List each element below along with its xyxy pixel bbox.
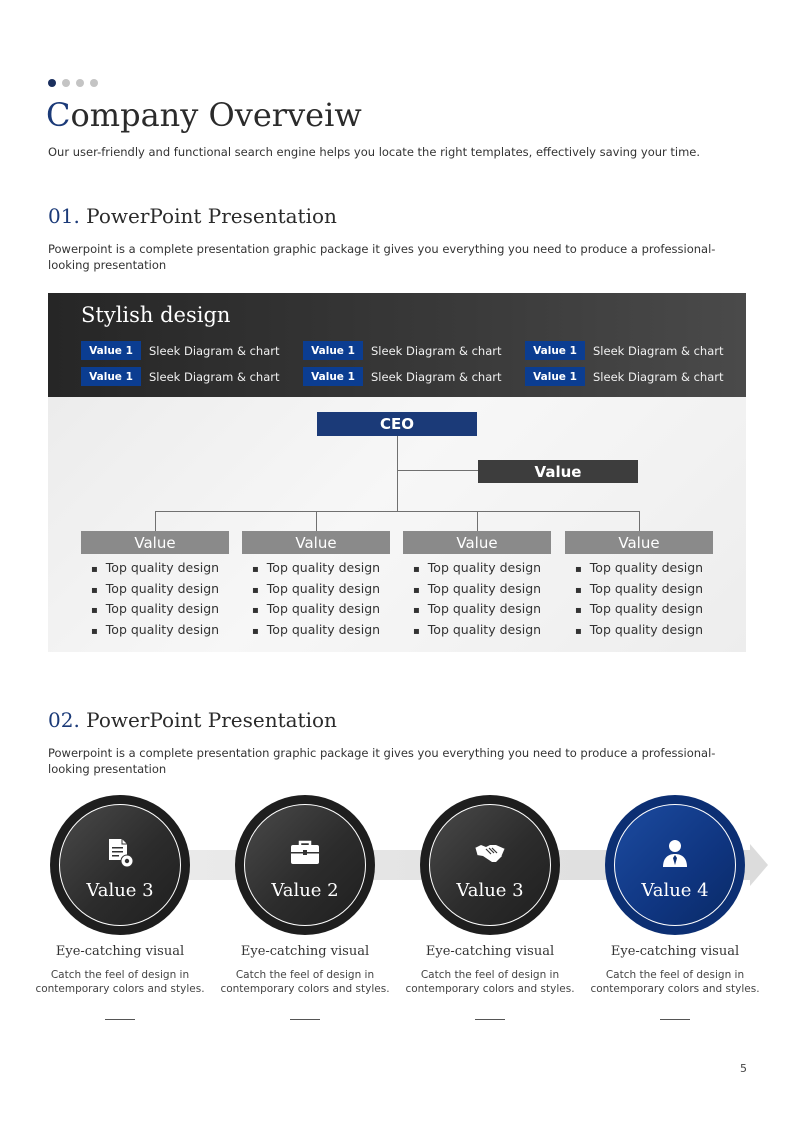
connector-line	[397, 436, 398, 512]
dot	[90, 79, 98, 87]
value-text: Sleek Diagram & chart	[371, 343, 502, 358]
value-circle-inner	[429, 804, 551, 926]
list-item: ▪ Top quality design	[91, 579, 219, 600]
connector-line	[477, 511, 478, 531]
list-item: ▪ Top quality design	[252, 620, 380, 641]
value-item	[525, 341, 724, 360]
connector-line	[397, 470, 478, 471]
value-circle-inner	[614, 804, 736, 926]
value-badge: Value 1	[303, 341, 363, 360]
section-2-title	[48, 708, 337, 732]
value-text: Sleek Diagram & chart	[593, 343, 724, 358]
list-item: ▪ Top quality design	[575, 558, 703, 579]
section-2-description: Powerpoint is a complete presentation graphic package it gives you everything you need to produce a professional-looking presentation	[48, 746, 716, 776]
side-value-box: Value	[478, 460, 638, 483]
circle-caption-text: Catch the feel of design in contemporary colors and styles.	[35, 969, 205, 995]
page-subtitle: Our user-friendly and functional search engine helps you locate the right templates, effectively saving your time.	[48, 145, 701, 159]
section-1-title-text: PowerPoint Presentation	[86, 204, 337, 228]
value-badge: Value 1	[81, 341, 141, 360]
value-badge: Value 1	[303, 367, 363, 386]
circle-caption-title: Eye-catching visual	[610, 944, 740, 959]
band-title: Stylish design	[81, 303, 231, 327]
connector-line	[316, 511, 317, 531]
value-item	[81, 341, 280, 360]
circle-label: Value 3	[86, 879, 154, 901]
org-value-box: Value	[403, 531, 551, 554]
person-icon	[658, 836, 692, 870]
circle-caption-text: Catch the feel of design in contemporary colors and styles.	[220, 969, 390, 995]
caption-underline	[290, 1019, 320, 1020]
value-text: Sleek Diagram & chart	[149, 369, 280, 384]
section-2-title-text: PowerPoint Presentation	[86, 708, 337, 732]
list-item: ▪ Top quality design	[413, 579, 541, 600]
section-1-description: Powerpoint is a complete presentation graphic package it gives you everything you need to produce a professional-looking presentation	[48, 242, 716, 272]
org-item-list	[413, 558, 541, 640]
caption-underline	[475, 1019, 505, 1020]
circle-label: Value 2	[271, 879, 339, 901]
dot	[76, 79, 84, 87]
value-item	[303, 341, 502, 360]
org-item-list	[252, 558, 380, 640]
value-text: Sleek Diagram & chart	[593, 369, 724, 384]
value-circle-highlighted	[605, 795, 745, 935]
org-item-list	[91, 558, 219, 640]
circle-caption-title: Eye-catching visual	[240, 944, 370, 959]
value-item	[303, 367, 502, 386]
value-circle-inner	[59, 804, 181, 926]
caption-underline	[105, 1019, 135, 1020]
value-badge: Value 1	[525, 367, 585, 386]
dot	[62, 79, 70, 87]
circle-caption-text: Catch the feel of design in contemporary colors and styles.	[405, 969, 575, 995]
ceo-box: CEO	[317, 412, 477, 436]
value-circle	[235, 795, 375, 935]
dot-active	[48, 79, 56, 87]
value-circle	[50, 795, 190, 935]
page-number: 5	[740, 1062, 747, 1075]
list-item: ▪ Top quality design	[413, 599, 541, 620]
circle-caption-text: Catch the feel of design in contemporary colors and styles.	[590, 969, 760, 995]
circle-caption-title: Eye-catching visual	[55, 944, 185, 959]
page-title-rest: ompany Overveiw	[70, 96, 362, 134]
org-item-list	[575, 558, 703, 640]
pagination-dots	[48, 79, 98, 87]
section-2-number: 02.	[48, 708, 80, 732]
org-value-box: Value	[81, 531, 229, 554]
value-badge: Value 1	[81, 367, 141, 386]
list-item: ▪ Top quality design	[252, 579, 380, 600]
list-item: ▪ Top quality design	[91, 558, 219, 579]
connector-line	[155, 511, 156, 531]
circle-label: Value 4	[641, 879, 709, 901]
value-circle-inner	[244, 804, 366, 926]
caption-underline	[660, 1019, 690, 1020]
list-item: ▪ Top quality design	[575, 599, 703, 620]
page-title	[46, 96, 362, 134]
value-text: Sleek Diagram & chart	[149, 343, 280, 358]
connector-line	[639, 511, 640, 531]
list-item: ▪ Top quality design	[252, 558, 380, 579]
circle-caption-title: Eye-catching visual	[425, 944, 555, 959]
value-item	[525, 367, 724, 386]
org-value-box: Value	[565, 531, 713, 554]
circle-label: Value 3	[456, 879, 524, 901]
value-item	[81, 367, 280, 386]
section-1-title	[48, 204, 337, 228]
handshake-icon	[473, 836, 507, 870]
value-badge: Value 1	[525, 341, 585, 360]
list-item: ▪ Top quality design	[91, 620, 219, 641]
section-1-number: 01.	[48, 204, 80, 228]
list-item: ▪ Top quality design	[413, 620, 541, 641]
value-text: Sleek Diagram & chart	[371, 369, 502, 384]
briefcase-icon	[288, 836, 322, 870]
list-item: ▪ Top quality design	[575, 579, 703, 600]
list-item: ▪ Top quality design	[91, 599, 219, 620]
list-item: ▪ Top quality design	[575, 620, 703, 641]
org-value-box: Value	[242, 531, 390, 554]
list-item: ▪ Top quality design	[252, 599, 380, 620]
document-gear-icon	[103, 836, 137, 870]
value-circle	[420, 795, 560, 935]
page-title-initial: C	[46, 96, 71, 134]
process-arrow-head	[750, 844, 768, 886]
connector-line	[155, 511, 640, 512]
list-item: ▪ Top quality design	[413, 558, 541, 579]
